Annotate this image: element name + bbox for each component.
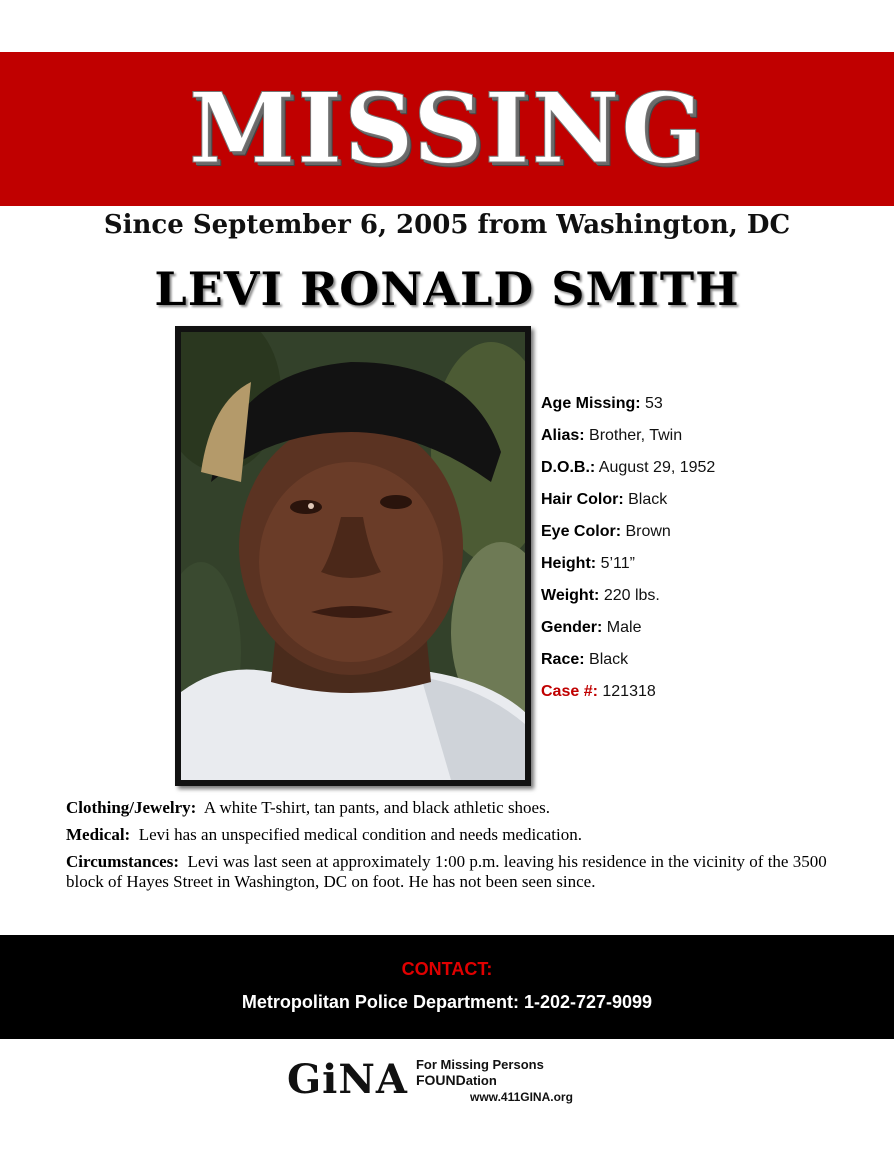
- contact-label: CONTACT:: [401, 959, 493, 979]
- case-number-value: 121318: [602, 683, 656, 700]
- contact-box: [0, 935, 894, 1039]
- detail-label: Height:: [541, 555, 597, 572]
- banner-title: MISSING: [188, 72, 706, 185]
- tagline-prefix: For Missing Persons: [415, 1056, 544, 1072]
- foundation-text: [416, 1057, 627, 1104]
- detail-label: Alias:: [541, 427, 585, 444]
- detail-eye-color: [541, 520, 881, 552]
- detail-age-missing: [541, 392, 881, 424]
- detail-value: 220 lbs.: [603, 587, 660, 604]
- detail-race: [541, 648, 881, 680]
- details-list: [541, 392, 881, 712]
- detail-alias: [541, 424, 881, 456]
- missing-since-line: Since September 6, 2005 from Washington, DC: [103, 210, 791, 240]
- detail-label: Race:: [541, 651, 585, 668]
- foundation-tagline: [416, 1057, 627, 1088]
- circumstances-text: Levi was last seen at approximately 1:00 p.m. leaving his residence in the vicinity of the 3500 block of Hayes Street in Washington, DC on foot. He has not been seen since.: [66, 852, 827, 891]
- detail-gender: [541, 616, 881, 648]
- person-photo-image: [181, 332, 525, 780]
- foundation-url[interactable]: www.411GINA.org: [470, 1089, 573, 1104]
- detail-value: Male: [606, 619, 642, 636]
- medical-label: Medical:: [66, 825, 131, 844]
- foundation-footer: [287, 1058, 627, 1102]
- gina-logo: GiNA: [287, 1056, 408, 1103]
- detail-value: Brother, Twin: [589, 427, 683, 444]
- tagline-caps: FOUND: [415, 1071, 466, 1088]
- detail-hair-color: [541, 488, 881, 520]
- circumstances-paragraph: [66, 852, 836, 892]
- detail-value: Black: [628, 491, 668, 508]
- contact-info: Metropolitan Police Department: 1-202-727-9099: [241, 992, 653, 1012]
- detail-label: D.O.B.:: [541, 459, 596, 476]
- detail-label: Hair Color:: [541, 491, 624, 508]
- detail-label: Weight:: [541, 587, 600, 604]
- clothing-text: A white T-shirt, tan pants, and black athletic shoes.: [203, 798, 550, 817]
- detail-label: Age Missing:: [541, 395, 641, 412]
- circumstances-label: Circumstances:: [66, 852, 179, 871]
- medical-paragraph: [66, 825, 836, 845]
- detail-value: August 29, 1952: [598, 459, 716, 476]
- detail-weight: [541, 584, 881, 616]
- detail-label: Gender:: [541, 619, 603, 636]
- clothing-label: Clothing/Jewelry:: [66, 798, 197, 817]
- detail-label: Eye Color:: [541, 523, 622, 540]
- tagline-suffix: ation: [465, 1072, 497, 1088]
- detail-height: [541, 552, 881, 584]
- detail-value: 53: [645, 395, 663, 412]
- person-photo: [175, 326, 531, 786]
- description-section: [66, 798, 836, 899]
- detail-case-number: [541, 680, 881, 712]
- detail-value: Black: [589, 651, 629, 668]
- medical-text: Levi has an unspecified medical condition and needs medication.: [138, 825, 582, 844]
- detail-value: 5’11”: [600, 555, 635, 572]
- clothing-paragraph: [66, 798, 836, 818]
- detail-dob: [541, 456, 881, 488]
- missing-banner: [0, 52, 894, 206]
- detail-value: Brown: [625, 523, 671, 540]
- person-name: LEVI RONALD SMITH: [154, 262, 740, 316]
- case-number-label: Case #:: [541, 683, 598, 700]
